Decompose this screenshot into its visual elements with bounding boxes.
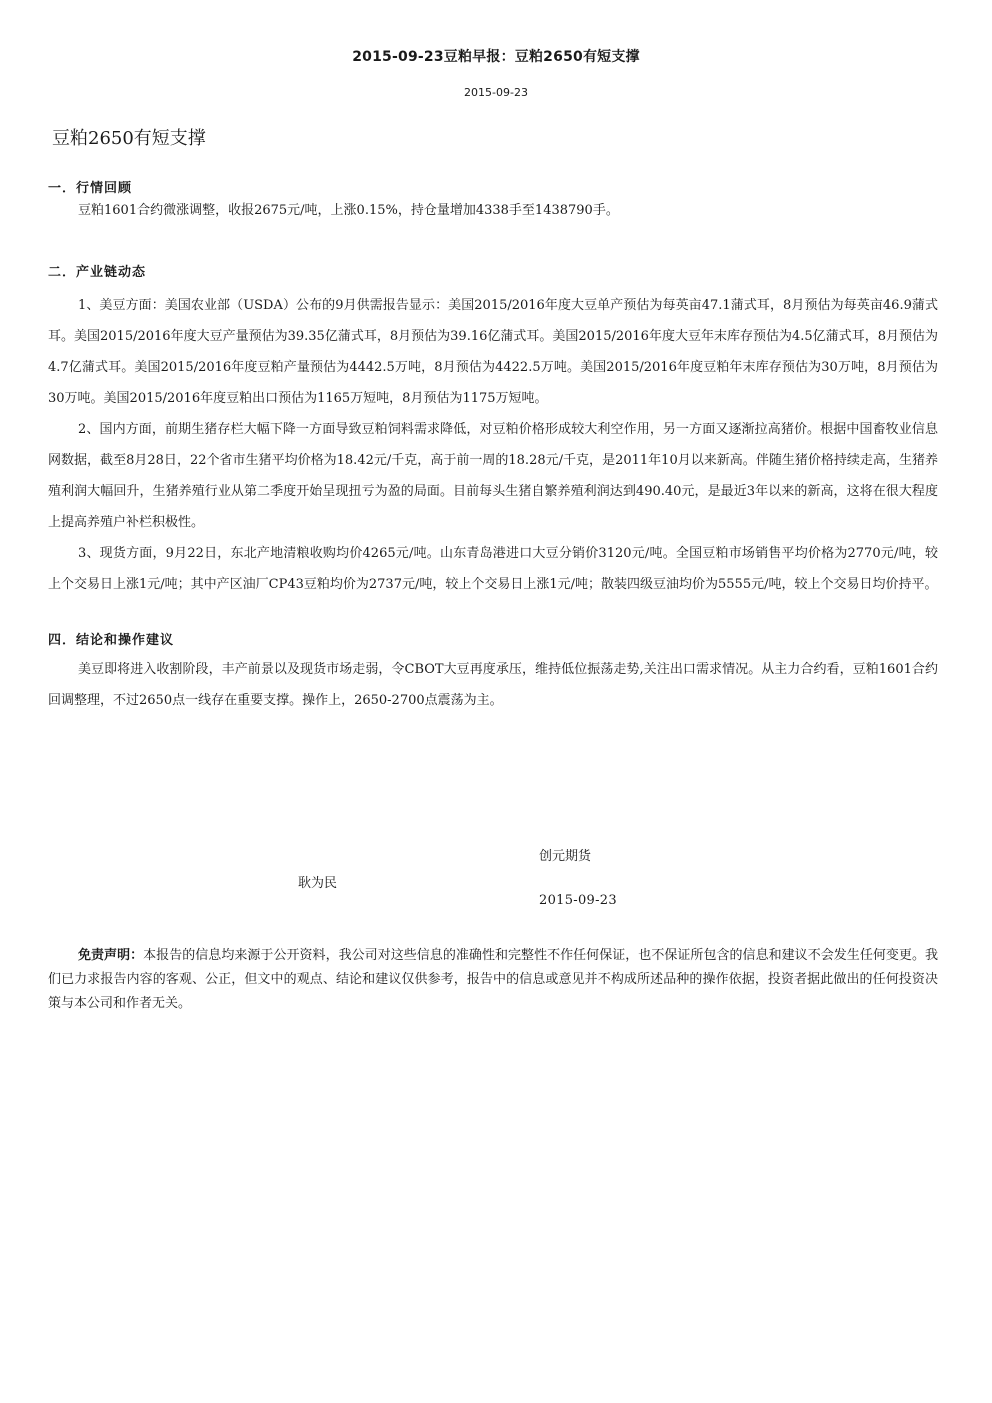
section-heading: 二．产业链动态 [48,265,147,280]
section-industry-chain [48,262,938,600]
section-market-review [48,178,938,222]
section-conclusion [48,630,938,716]
signature-company: 创元期货 [539,849,592,864]
signature-date: 2015-09-23 [539,893,617,908]
disclaimer [48,944,938,1016]
paragraph: 3、现货方面，9月22日，东北产地清粮收购均价4265元/吨。山东青岛港进口大豆分销价3120元/吨。全国豆粕市场销售平均价格为2770元/吨，较上个交易日上涨1元/吨；其中产区油厂CP43豆粕均价为2737元/吨，较上个交易日上涨1元/吨；散装四级豆油均价为5555元/吨，较上个交易日均价持平。 [48,546,938,592]
report-header-title: 2015-09-23豆粕早报：豆粕2650有短支撑 [352,49,640,65]
article-body [48,178,938,716]
signature-author: 耿为民 [298,876,338,891]
paragraph: 豆粕1601合约微涨调整，收报2675元/吨，上涨0.15%，持仓量增加4338手至1438790手。 [78,203,619,218]
article-title: 豆粕2650有短支撑 [52,128,206,149]
section-heading: 一．行情回顾 [48,181,133,196]
section-heading: 四．结论和操作建议 [48,633,175,648]
paragraph: 美豆即将进入收割阶段，丰产前景以及现货市场走弱，令CBOT大豆再度承压，维持低位振荡走势,关注出口需求情况。从主力合约看，豆粕1601合约回调整理，不过2650点一线存在重要支撑。操作上，2650-2700点震荡为主。 [48,662,938,708]
report-header-date: 2015-09-23 [464,86,528,99]
paragraph: 2、国内方面，前期生猪存栏大幅下降一方面导致豆粕饲料需求降低，对豆粕价格形成较大利空作用，另一方面又逐渐拉高猪价。根据中国畜牧业信息网数据，截至8月28日，22个省市生猪平均价格为18.42元/千克，高于前一周的18.28元/千克，是2011年10月以来新高。伴随生猪价格持续走高，生猪养殖利润大幅回升，生猪养殖行业从第二季度开始呈现扭亏为盈的局面。目前每头生猪自繁养殖利润达到490.40元，是最近3年以来的新高，这将在很大程度上提高养殖户补栏积极性。 [48,422,938,530]
paragraph: 1、美豆方面：美国农业部（USDA）公布的9月供需报告显示：美国2015/2016年度大豆单产预估为每英亩47.1蒲式耳，8月预估为每英亩46.9蒲式耳。美国2015/2016年度大豆产量预估为39.35亿蒲式耳，8月预估为39.16亿蒲式耳。美国2015/2016年度大豆年末库存预估为4.5亿蒲式耳，8月预估为4.7亿蒲式耳。美国2015/2016年度豆粕产量预估为4442.5万吨，8月预估为4422.5万吨。美国2015/2016年度豆粕年末库存预估为30万吨，8月预估为30万吨。美国2015/2016年度豆粕出口预估为1165万短吨，8月预估为1175万短吨。 [48,298,938,406]
disclaimer-text: 本报告的信息均来源于公开资料，我公司对这些信息的准确性和完整性不作任何保证，也不保证所包含的信息和建议不会发生任何变更。我们已力求报告内容的客观、公正，但文中的观点、结论和建议仅供参考，报告中的信息或意见并不构成所述品种的操作依据，投资者据此做出的任何投资决策与本公司和作者无关。 [48,948,938,1011]
disclaimer-label: 免责声明： [78,948,144,963]
